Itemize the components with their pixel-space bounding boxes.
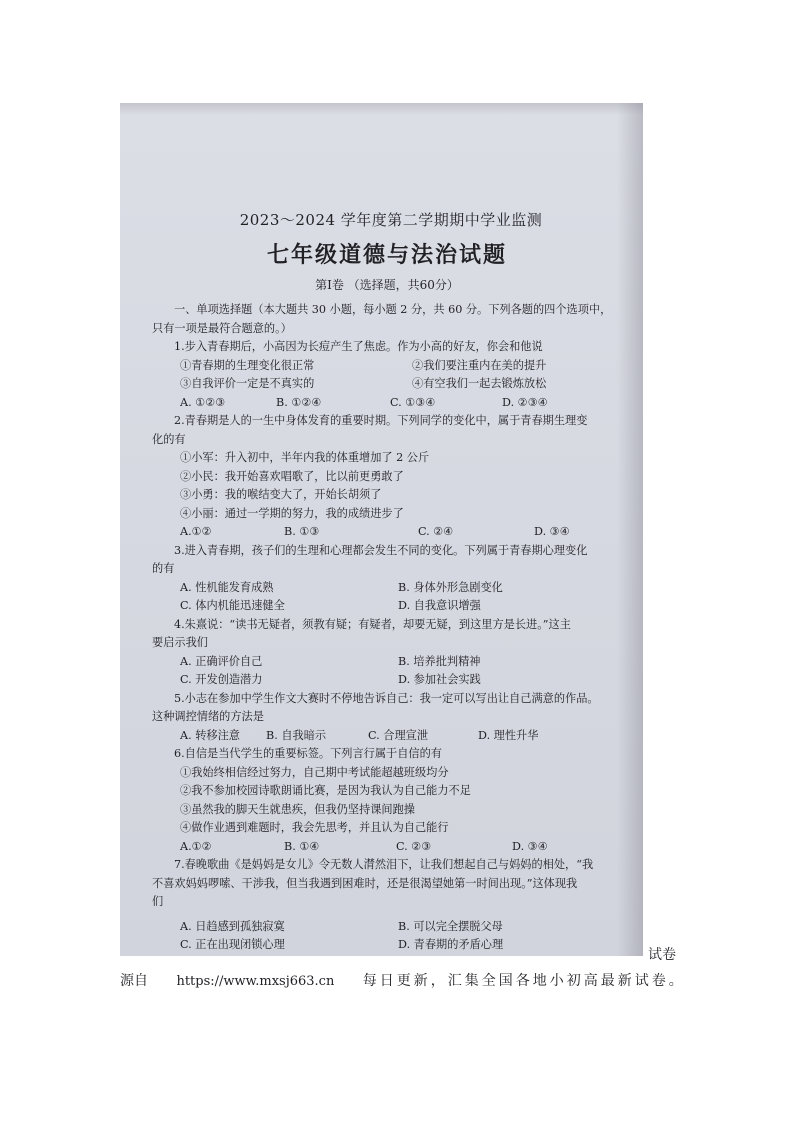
q2-choice-b: B. ①③: [284, 525, 320, 538]
caption-lead: 源自: [120, 973, 148, 989]
exam-subject-title: 七年级道德与法治试题: [266, 242, 507, 268]
q6-choice-c: C. ②③: [396, 839, 432, 853]
instructions-line-1: 一、单项选择题（本大题共 30 小题，每小题 2 分，共 60 分。下列各题的四个选项中，: [174, 303, 612, 316]
q7-stem-2: 不喜欢妈妈啰嗦、干涉我，但当我遇到困难时，还是很渴望她第一时间出现。”这体现我: [152, 876, 578, 890]
q4-stem-1: 4.朱熹说：“读书无疑者，须教有疑；有疑者，却要无疑，到这里方是长进。”这主: [174, 617, 571, 631]
source-caption: [120, 970, 686, 990]
q7-stem-3: 们: [152, 895, 164, 908]
q5-choices: [152, 727, 622, 746]
q4-choice-d: D. 参加社会实践: [398, 673, 481, 686]
q3-choice-d: D. 自我意识增强: [398, 599, 481, 612]
q2-stem-2: 化的有: [152, 432, 186, 446]
q1-options-row-2: [152, 375, 622, 394]
q1-item-4: ④有空我们一起去锻炼放松: [412, 377, 547, 390]
q3-choice-b: B. 身体外形急剧变化: [398, 580, 503, 594]
caption-side-text: 试卷: [648, 947, 676, 963]
q1-choice-a: A. ①②③: [180, 395, 226, 409]
q1-item-1: ①青春期的生理变化很正常: [180, 358, 315, 372]
q6-item-3: ③虽然我的脚天生就患疾，但我仍坚持课间跑操: [180, 802, 415, 816]
q2-item-2: ②小民：我开始喜欢唱歌了，比以前更勇敢了: [180, 469, 404, 483]
q7-choice-d: D. 青春期的矛盾心理: [398, 938, 504, 951]
q1-choice-c: C. ①③④: [390, 395, 436, 409]
q5-stem-2: 这种调控情绪的方法是: [152, 710, 264, 723]
q7-choices-row-2: [152, 936, 622, 955]
photo-shadow-top: [120, 103, 643, 115]
q1-choices: [152, 394, 622, 413]
exam-term-title: 2023～2024 学年度第二学期期中学业监测: [239, 211, 543, 229]
q2-choices: [152, 523, 622, 542]
q1-choice-b: B. ①②④: [276, 395, 322, 409]
q3-choices-row-1: [152, 579, 622, 598]
q5-choice-a: A. 转移注意: [180, 728, 240, 742]
q3-stem-1: 3.进入青春期，孩子们的生理和心理都会发生不同的变化。下列属于青春期心理变化: [174, 543, 588, 557]
q7-choice-a: A. 日趋感到孤独寂寞: [180, 919, 285, 933]
exam-sheet: [152, 209, 622, 956]
exam-photo: [120, 103, 643, 956]
q6-choice-b: B. ①④: [284, 839, 320, 853]
q6-choice-a: A.①②: [180, 839, 212, 853]
q3-choice-a: A. 性机能发育成熟: [180, 580, 274, 594]
caption-tail: 每日更新，汇集全国各地小初高最新试卷。: [362, 973, 686, 989]
q1-item-2: ②我们要注重内在美的提升: [412, 358, 547, 372]
q1-options-row-1: [152, 357, 622, 376]
q2-stem-1: 2.青春期是人的一生中身体发育的重要时期。下列同学的变化中，属于青春期生理变: [174, 414, 588, 427]
q4-choices-row-1: [152, 653, 622, 672]
q4-choices-row-2: [152, 671, 622, 690]
q6-choices: [152, 838, 622, 857]
q5-choice-c: C. 合理宣泄: [368, 728, 429, 742]
q7-stem-1: 7.春晚歌曲《是妈妈是女儿》令无数人潸然泪下，让我们想起自己与妈妈的相处，“我: [174, 858, 594, 871]
q6-item-1: ①我始终相信经过努力，自己期中考试能超越班级均分: [180, 765, 449, 779]
q7-choices-row-1: [152, 918, 622, 937]
q2-choice-d: D. ③④: [534, 525, 570, 538]
q6-item-2: ②我不参加校园诗歌朗诵比赛，是因为我认为自己能力不足: [180, 784, 471, 797]
q3-choice-c: C. 体内机能迅速健全: [180, 599, 285, 612]
q4-stem-2: 要启示我们: [152, 636, 208, 649]
source-url-link[interactable]: https://www.mxsj663.cn: [176, 974, 335, 989]
q2-item-4: ④小丽：通过一学期的努力，我的成绩进步了: [180, 506, 404, 520]
q1-stem: 1.步入青春期后，小高因为长痘产生了焦虑。作为小高的好友，你会和他说: [174, 340, 543, 353]
section-title: 第Ⅰ卷 （选择题，共60分）: [315, 278, 459, 292]
q3-choices-row-2: [152, 597, 622, 616]
q2-choice-a: A.①②: [180, 525, 212, 538]
q6-stem: 6.自信是当代学生的重要标签。下列言行属于自信的有: [174, 747, 442, 760]
q2-item-3: ③小勇：我的喉结变大了，开始长胡须了: [180, 488, 382, 501]
q1-choice-d: D. ②③④: [502, 395, 548, 409]
instructions-line-2: 只有一项是最符合题意的。）: [152, 321, 292, 335]
q2-item-1: ①小军：升入初中，半年内我的体重增加了 2 公斤: [180, 451, 430, 464]
q4-choice-c: C. 开发创造潜力: [180, 673, 263, 686]
q6-choice-d: D. ③④: [512, 839, 548, 853]
q7-choice-c: C. 正在出现闭锁心理: [180, 938, 285, 951]
q1-item-3: ③自我评价一定是不真实的: [180, 377, 315, 390]
q7-choice-b: B. 可以完全摆脱父母: [398, 919, 503, 933]
q5-choice-d: D. 理性升华: [478, 728, 539, 742]
q3-stem-2: 的有: [152, 562, 175, 575]
q5-choice-b: B. 自我暗示: [266, 728, 327, 742]
q2-choice-c: C. ②④: [418, 525, 454, 538]
q5-stem-1: 5.小志在参加中学生作文大赛时不停地告诉自己：我一定可以写出让自己满意的作品。: [174, 691, 599, 705]
q6-item-4: ④做作业遇到难题时，我会先思考，并且认为自己能行: [180, 821, 449, 834]
q4-choice-b: B. 培养批判精神: [398, 654, 481, 668]
q4-choice-a: A. 正确评价自己: [180, 654, 263, 668]
